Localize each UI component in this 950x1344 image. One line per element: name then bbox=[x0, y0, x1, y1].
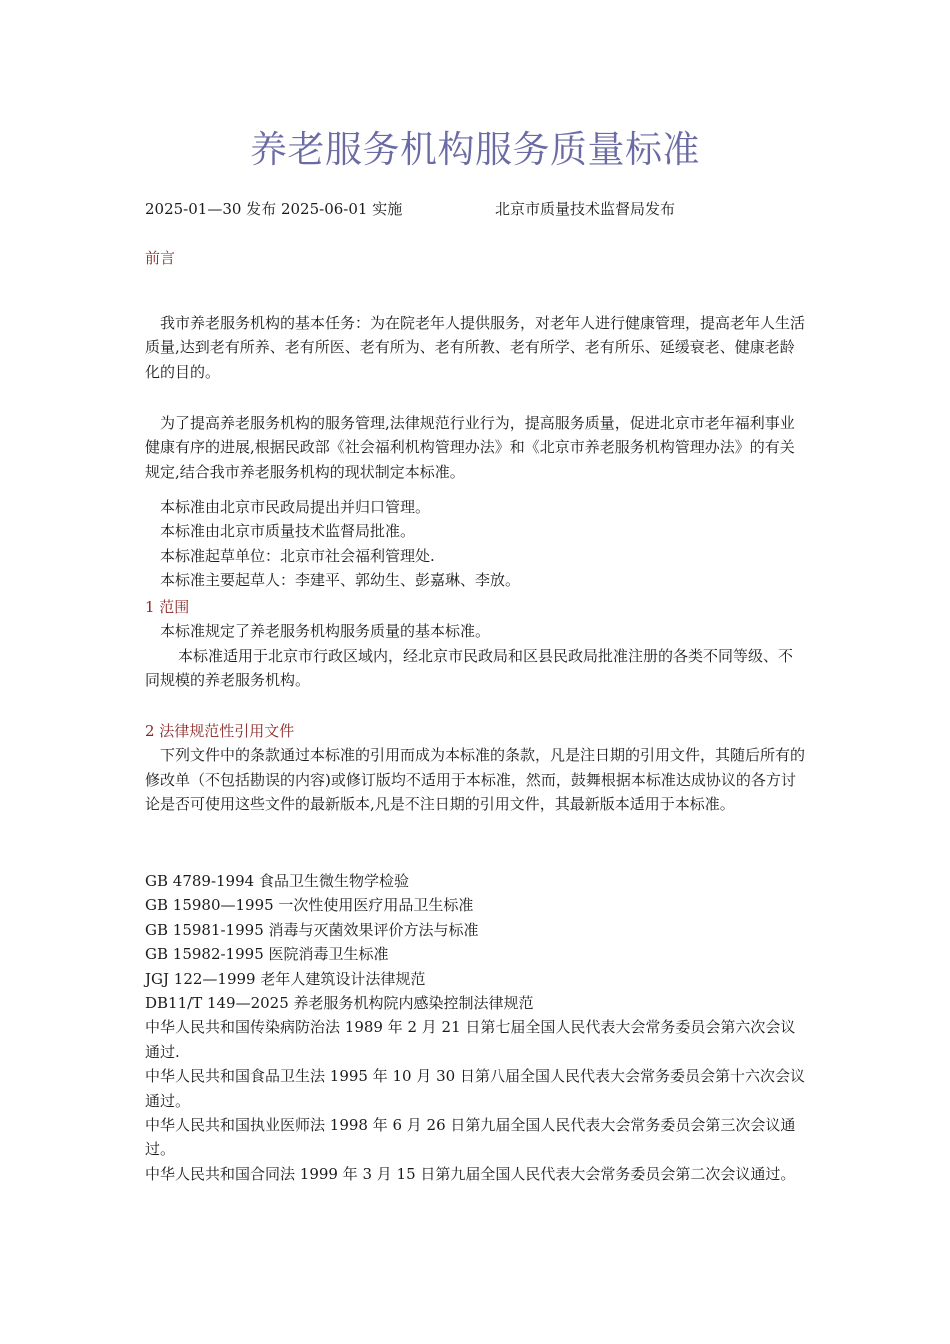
foreword-paragraph-2: 为了提高养老服务机构的服务管理,法律规范行业行为，提高服务质量，促进北京市老年福利事业健康有序的进展,根据民政部《社会福利机构管理办法》和《北京市养老服务机构管理办法》的有关规定,结合我市养老服务机构的现状制定本标准。 bbox=[145, 414, 795, 481]
publication-meta bbox=[145, 197, 845, 221]
scope-line: 本标准规定了养老服务机构服务质量的基本标准。 bbox=[160, 622, 491, 641]
law-item: 中华人民共和国传染病防治法 1989 年 2 月 21 日第七届全国人民代表大会常务委员会第六次会议通过. bbox=[145, 1018, 796, 1061]
foreword-paragraph-1: 我市养老服务机构的基本任务：为在院老年人提供服务，对老年人进行健康管理，提高老年人生活质量,达到老有所养、老有所医、老有所为、老有所教、老有所学、老有所乐、延缓衰老、健康老龄化的目的。 bbox=[145, 314, 806, 381]
section-1 bbox=[145, 595, 807, 693]
law-item: 中华人民共和国执业医师法 1998 年 6 月 26 日第九届全国人民代表大会常务委员会第三次会议通过。 bbox=[145, 1116, 796, 1159]
section-2 bbox=[145, 719, 807, 817]
publisher: 北京市质量技术监督局发布 bbox=[495, 200, 676, 218]
release-dates: 2025-01—30 发布 2025-06-01 实施 bbox=[145, 200, 403, 218]
law-item: 中华人民共和国食品卫生法 1995 年 10 月 30 日第八届全国人民代表大会常务委员会第十六次会议通过。 bbox=[145, 1067, 805, 1110]
foreword-lines bbox=[145, 495, 807, 593]
foreword-line: 本标准起草单位：北京市社会福利管理处. bbox=[160, 546, 435, 565]
reference-item: GB 4789-1994 食品卫生微生物学检验 bbox=[145, 872, 409, 890]
foreword-line: 本标准由北京市民政局提出并归口管理。 bbox=[160, 498, 431, 516]
reference-list bbox=[145, 869, 807, 1186]
foreword-line: 本标准由北京市质量技术监督局批准。 bbox=[160, 522, 416, 541]
law-item: 中华人民共和国合同法 1999 年 3 月 15 日第九届全国人民代表大会常务委员会第二次会议通过。 bbox=[145, 1164, 796, 1183]
section-1-heading: 1 范围 bbox=[145, 598, 190, 616]
foreword-line: 本标准主要起草人：李建平、郭幼生、彭嘉琳、李放。 bbox=[160, 571, 521, 590]
reference-item: GB 15981-1995 消毒与灭菌效果评价方法与标准 bbox=[145, 920, 479, 939]
reference-item: JGJ 122—1999 老年人建筑设计法律规范 bbox=[145, 969, 426, 988]
foreword-heading: 前言 bbox=[145, 249, 176, 267]
reference-item: DB11/T 149—2025 养老服务机构院内感染控制法律规范 bbox=[145, 994, 534, 1013]
scope-paragraph: 本标准适用于北京市行政区域内，经北京市民政局和区县民政局批准注册的各类不同等级、不同规模的养老服务机构。 bbox=[145, 646, 794, 690]
reference-item: GB 15980—1995 一次性使用医疗用品卫生标准 bbox=[145, 896, 474, 915]
reference-item: GB 15982-1995 医院消毒卫生标准 bbox=[145, 945, 389, 964]
document-title: 养老服务机构服务质量标准 bbox=[250, 128, 700, 171]
references-intro-paragraph: 下列文件中的条款通过本标准的引用而成为本标准的条款，凡是注日期的引用文件，其随后所有的修改单（不包括勘误的内容)或修订版均不适用于本标准，然而，鼓舞根据本标准达成协议的各方讨论是否可使用这些文件的最新版本,凡是不注日期的引用文件，其最新版本适用于本标准。 bbox=[145, 746, 806, 814]
section-2-heading: 2 法律规范性引用文件 bbox=[145, 722, 295, 740]
